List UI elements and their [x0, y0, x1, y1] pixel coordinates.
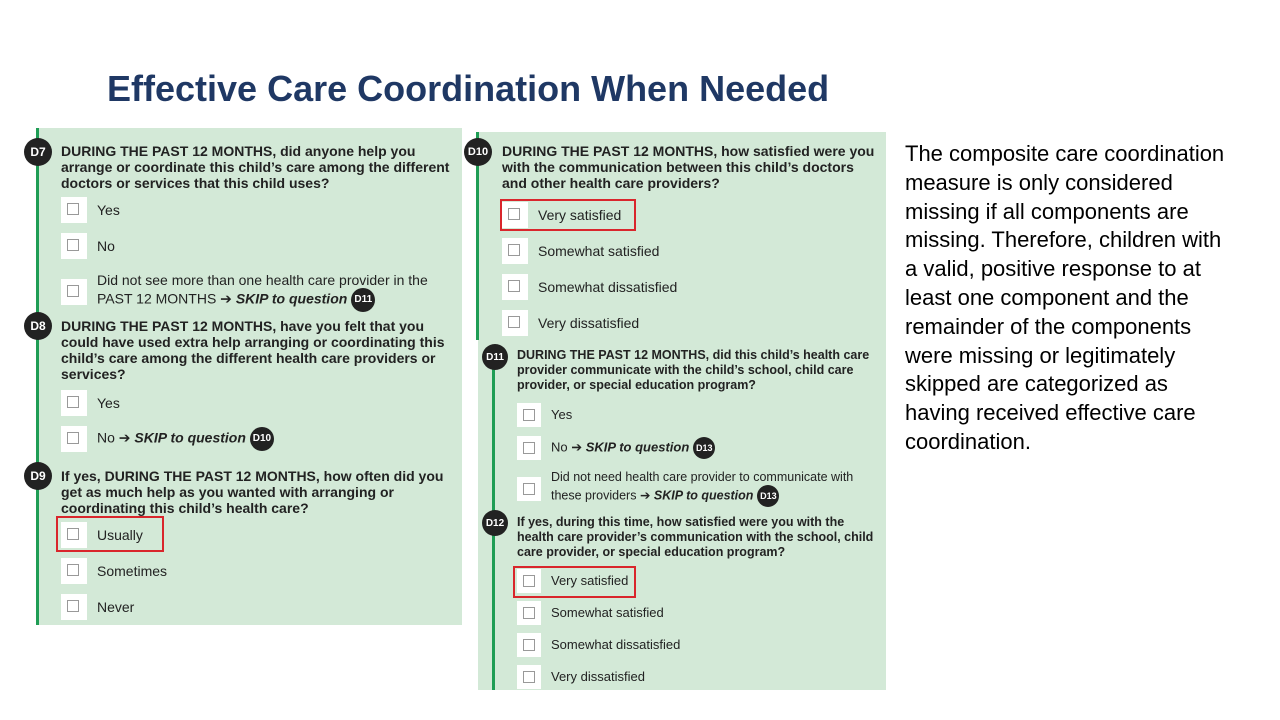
option-d7-no[interactable]: No — [61, 233, 115, 259]
question-badge-d12: D12 — [482, 510, 508, 536]
skip-target-badge: D13 — [693, 437, 715, 459]
checkbox[interactable] — [517, 477, 541, 501]
question-d11-text: DURING THE PAST 12 MONTHS, did this child’s health care provider communicate with the child’s school, child care provider, or special education program? — [517, 348, 870, 392]
question-badge-d9: D9 — [24, 462, 52, 490]
option-d11-not-needed[interactable]: Did not need health care provider to communicate with these providers ➔ SKIP to question D13 — [517, 470, 882, 507]
option-d9-usually[interactable]: Usually — [61, 522, 143, 548]
checkbox[interactable] — [517, 601, 541, 625]
option-d8-yes[interactable]: Yes — [61, 390, 120, 416]
checkbox[interactable] — [502, 238, 528, 264]
checkbox[interactable] — [61, 279, 87, 305]
highlight-box-d9-usually — [56, 516, 164, 552]
skip-target-badge: D11 — [351, 288, 375, 312]
option-d7-not-applicable[interactable]: Did not see more than one health care provider in the PAST 12 MONTHS ➔ SKIP to question D11 — [61, 272, 451, 312]
question-d10-text: DURING THE PAST 12 MONTHS, how satisfied were you with the communication between this child’s doctors and other health care providers? — [502, 143, 875, 191]
skip-target-badge: D10 — [250, 427, 274, 451]
question-d7-body: did anyone help you arrange or coordinate this child’s care among the different doctors or services that this child uses? — [61, 143, 450, 191]
option-d10-somewhat-dissatisfied[interactable]: Somewhat dissatisfied — [502, 274, 677, 300]
option-d11-no[interactable]: No ➔ SKIP to question D13 — [517, 436, 715, 460]
checkbox[interactable] — [502, 310, 528, 336]
question-badge-d11: D11 — [482, 344, 508, 370]
question-badge-d7: D7 — [24, 138, 52, 166]
explanation-text: The composite care coordination measure is only considered missing if all components are missing. Therefore, children with a valid, positive response to at least one component and the remainder of the components were missing or legitimately skipped are categorized as having received effective care coordination. — [905, 141, 1225, 454]
question-badge-d10: D10 — [464, 138, 492, 166]
question-d12-text: If yes, during this time, how satisfied were you with the health care provider’s communication with the school, child care provider, or special education program? — [517, 515, 874, 559]
option-d12-very-dissatisfied[interactable]: Very dissatisfied — [517, 665, 645, 689]
question-d9-text: If yes, DURING THE PAST 12 MONTHS, how often did you get as much help as you wanted with arranging or coordinating this child’s health care? — [61, 468, 444, 516]
highlight-box-d12-very-satisfied — [513, 566, 636, 598]
checkbox[interactable] — [61, 558, 87, 584]
checkbox[interactable] — [517, 403, 541, 427]
panel-left-accent-line — [36, 128, 39, 625]
question-d7-lead: DURING THE PAST 12 MONTHS, — [61, 143, 277, 159]
checkbox[interactable] — [61, 390, 87, 416]
checkbox[interactable] — [61, 426, 87, 452]
option-d9-never[interactable]: Never — [61, 594, 134, 620]
option-d10-somewhat-satisfied[interactable]: Somewhat satisfied — [502, 238, 659, 264]
checkbox[interactable] — [517, 633, 541, 657]
checkbox[interactable] — [502, 274, 528, 300]
option-d12-very-satisfied[interactable]: Very satisfied — [517, 569, 628, 593]
question-d7-text — [61, 143, 456, 191]
question-badge-d8: D8 — [24, 312, 52, 340]
highlight-box-d10-very-satisfied — [500, 199, 636, 231]
skip-target-badge: D13 — [757, 485, 779, 507]
option-d8-no[interactable]: No ➔ SKIP to question D10 — [61, 426, 274, 452]
option-d10-very-dissatisfied[interactable]: Very dissatisfied — [502, 310, 639, 336]
option-d12-somewhat-satisfied[interactable]: Somewhat satisfied — [517, 601, 664, 625]
option-d9-sometimes[interactable]: Sometimes — [61, 558, 167, 584]
option-d11-yes[interactable]: Yes — [517, 403, 572, 427]
option-d7-yes[interactable]: Yes — [61, 197, 120, 223]
checkbox[interactable] — [61, 197, 87, 223]
option-d10-very-satisfied[interactable]: Very satisfied — [502, 202, 621, 228]
slide-title: Effective Care Coordination When Needed — [107, 68, 830, 109]
question-d8-text: DURING THE PAST 12 MONTHS, have you felt that you could have used extra help arranging or coordinating this child’s care among the different health care providers or services? — [61, 318, 445, 382]
checkbox[interactable] — [517, 436, 541, 460]
option-d12-somewhat-dissatisfied[interactable]: Somewhat dissatisfied — [517, 633, 680, 657]
checkbox[interactable] — [61, 594, 87, 620]
checkbox[interactable] — [517, 665, 541, 689]
checkbox[interactable] — [61, 233, 87, 259]
